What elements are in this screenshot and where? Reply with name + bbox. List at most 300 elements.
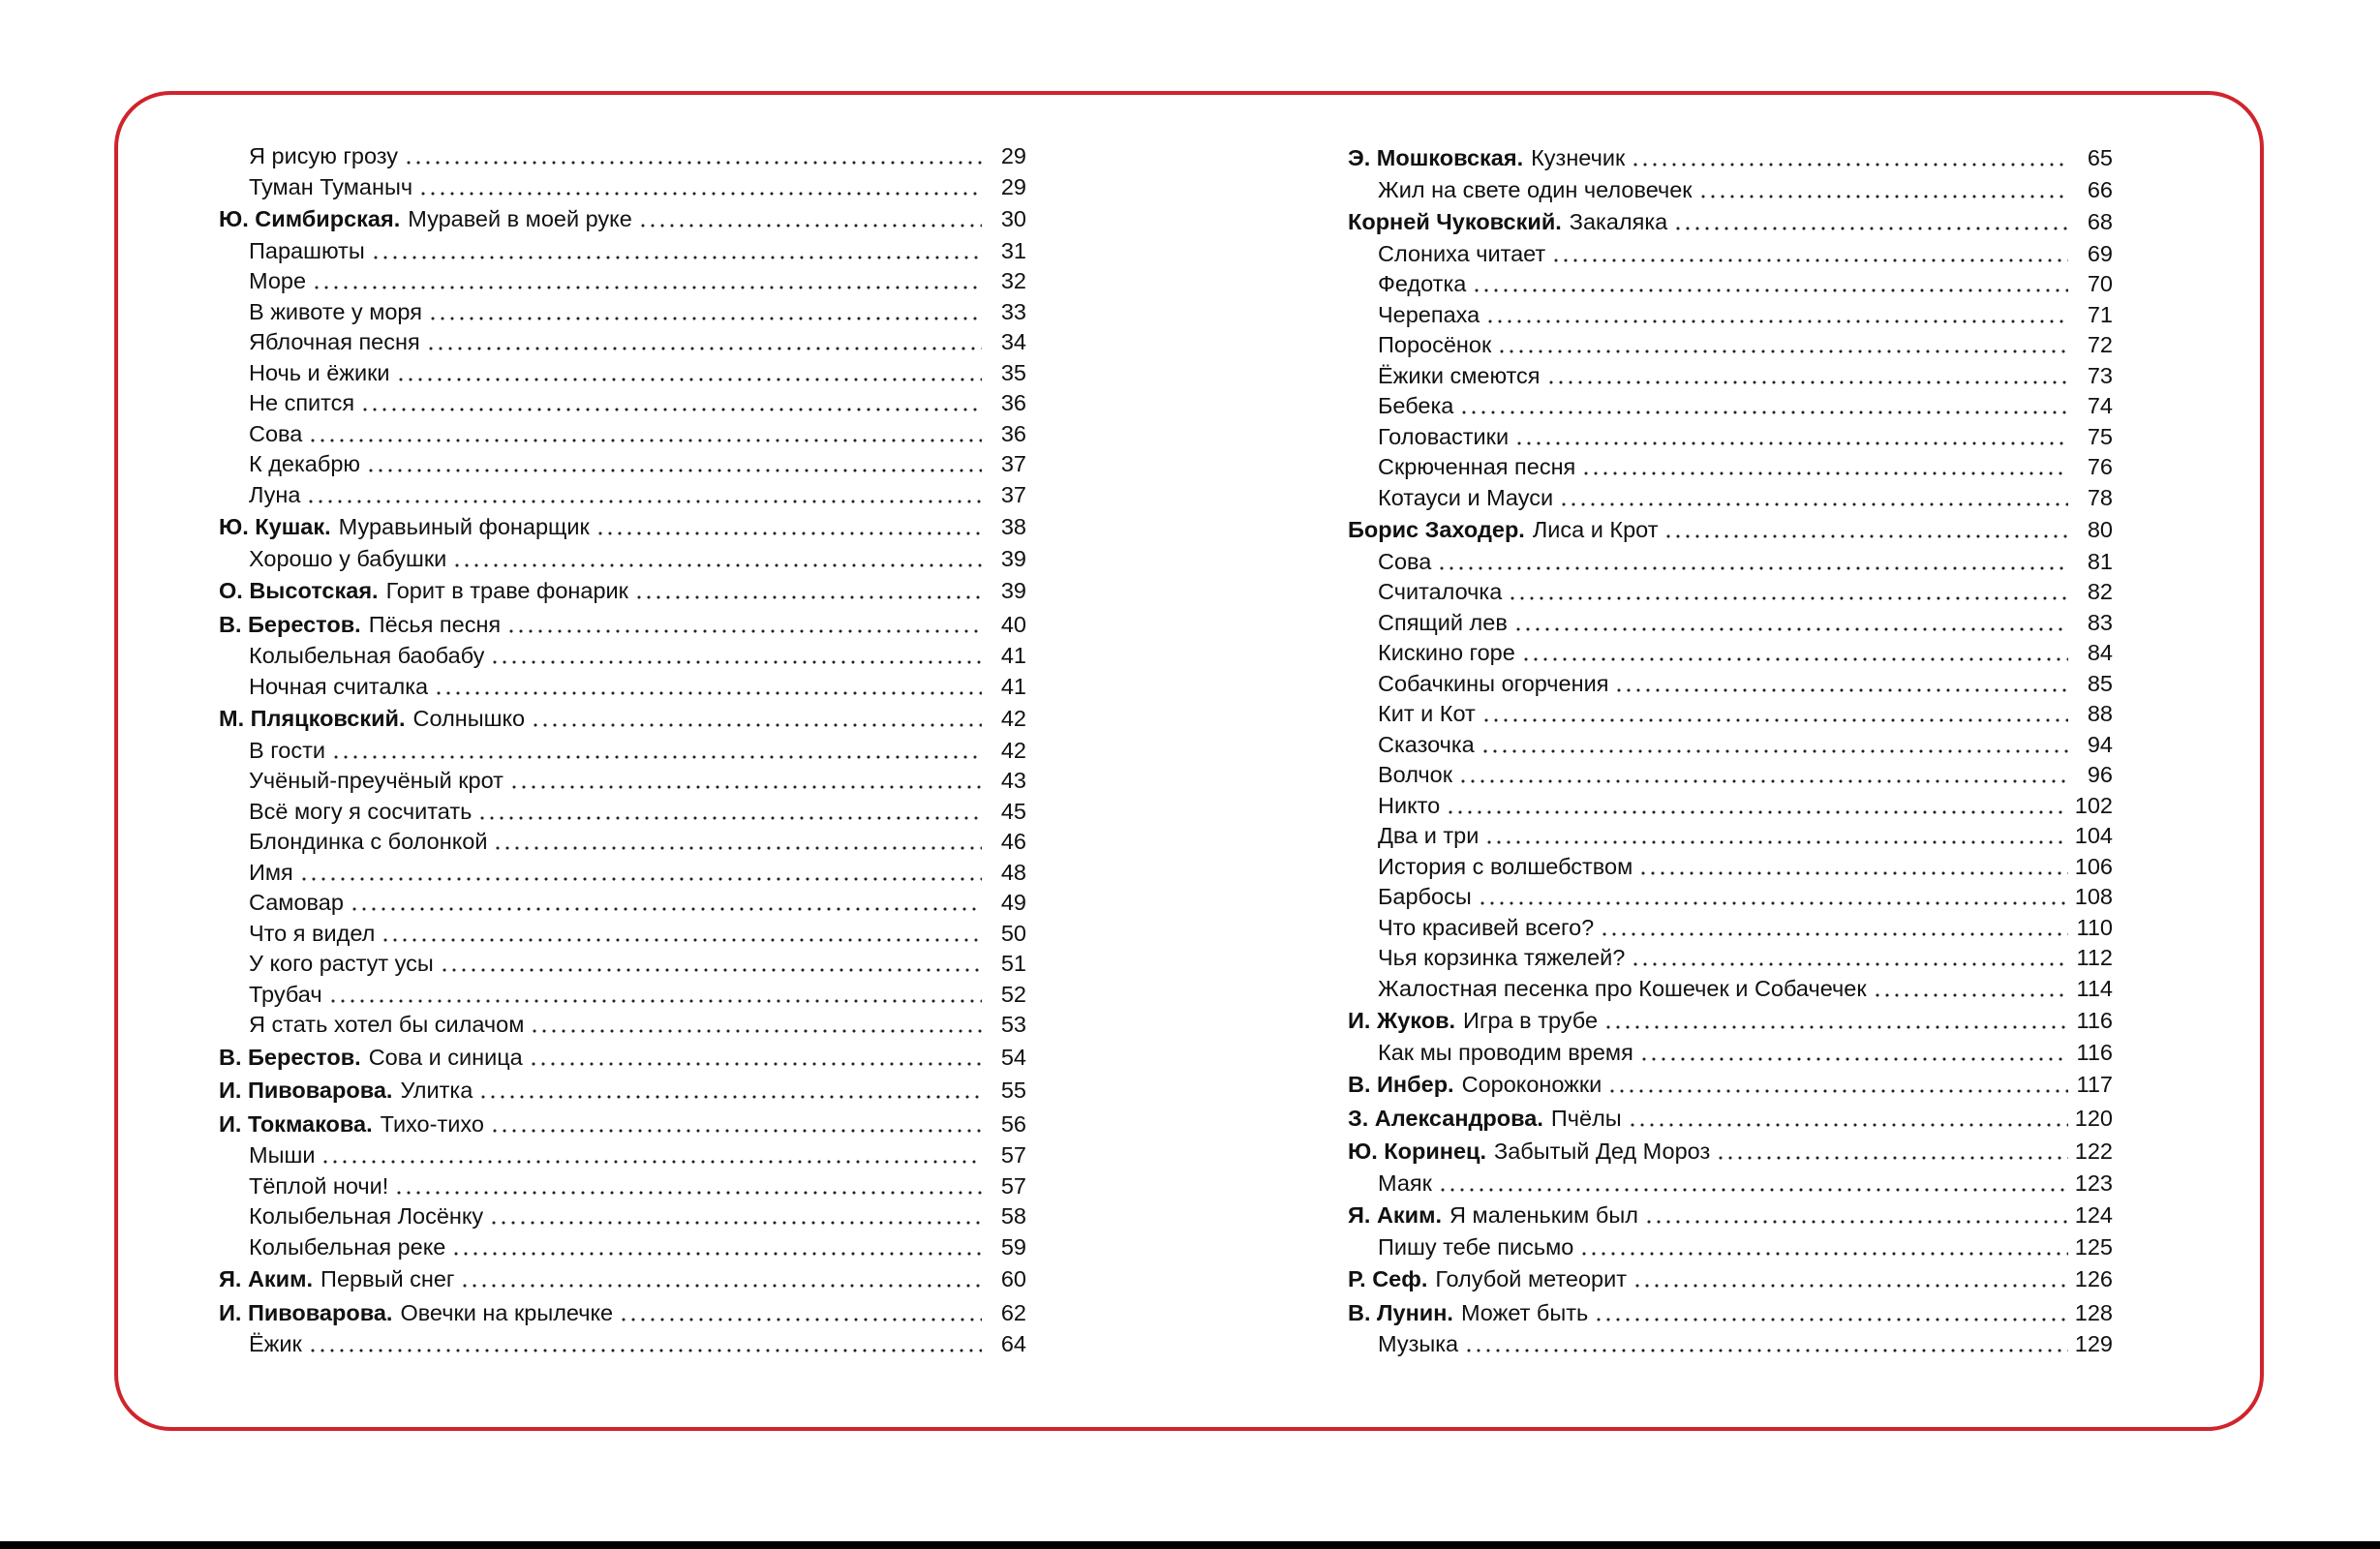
toc-author: В. Берестов. — [219, 611, 361, 637]
toc-title: Не спится — [249, 390, 355, 415]
toc-title: Котауси и Мауси — [1378, 484, 1554, 510]
dot-leader — [299, 858, 982, 889]
toc-title: У кого растут усы — [249, 951, 434, 976]
toc-author: Ю. Симбирская. — [219, 206, 401, 231]
dot-leader — [1464, 1329, 2068, 1360]
dot-leader — [477, 797, 982, 828]
toc-title: Пёсья песня — [368, 611, 502, 637]
toc-title: Море — [249, 268, 307, 293]
toc-page-number: 125 — [2074, 1233, 2113, 1260]
dot-leader — [1551, 239, 2068, 270]
toc-entry — [219, 797, 1026, 828]
toc-author: В. Лунин. — [1348, 1299, 1453, 1325]
toc-title: Туман Туманыч — [249, 173, 413, 199]
toc-author: Э. Мошковская. — [1348, 145, 1524, 170]
toc-title: Кит и Кот — [1378, 701, 1476, 726]
toc-entry — [219, 827, 1026, 858]
toc-page-number: 66 — [2087, 176, 2113, 202]
toc-page-number: 42 — [1000, 706, 1026, 731]
toc-title: К декабрю — [249, 451, 361, 476]
toc-page-number: 72 — [2087, 332, 2113, 357]
toc-title: Как мы проводим время — [1378, 1039, 1633, 1065]
toc-entry — [1348, 913, 2113, 944]
toc-title: Головастики — [1378, 423, 1510, 449]
toc-title: Голубой метеорит — [1435, 1266, 1628, 1291]
toc-page-number: 62 — [1000, 1299, 1026, 1325]
toc-title: Что красивей всего? — [1378, 914, 1595, 940]
toc-page-number: 129 — [2074, 1331, 2113, 1356]
toc-title: Поросёнок — [1378, 332, 1492, 357]
toc-page-number: 117 — [2076, 1072, 2113, 1097]
toc-title: Ночь и ёжики — [249, 359, 390, 385]
toc-title: Маяк — [1378, 1169, 1432, 1196]
dot-leader — [320, 1140, 982, 1171]
toc-entry — [219, 1329, 1026, 1360]
toc-page-number: 37 — [1000, 451, 1026, 476]
dot-leader — [1663, 513, 2068, 547]
toc-title: Колыбельная баобабу — [249, 643, 485, 668]
dot-leader — [1716, 1135, 2068, 1169]
toc-title: Ёжики смеются — [1378, 362, 1541, 388]
dot-leader — [360, 388, 982, 419]
toc-page-number: 116 — [2076, 1039, 2113, 1065]
toc-author: Ю. Кушак. — [219, 514, 331, 539]
toc-title: Хорошо у бабушки — [249, 545, 447, 571]
toc-page-number: 39 — [1000, 578, 1026, 603]
toc-page-number: 46 — [1000, 829, 1026, 854]
toc-entry — [219, 388, 1026, 419]
toc-title: Муравей в моей руке — [408, 206, 632, 231]
toc-page-number: 81 — [2087, 548, 2113, 574]
toc-entry — [219, 1171, 1026, 1202]
toc-entry — [1348, 330, 2113, 361]
toc-title: Федотка — [1378, 271, 1467, 296]
toc-page-number: 108 — [2074, 884, 2113, 909]
toc-entry — [219, 358, 1026, 389]
toc-page-number: 41 — [1000, 673, 1026, 699]
dot-leader — [312, 266, 982, 297]
toc-title: Луна — [249, 481, 301, 507]
toc-entry — [219, 1201, 1026, 1232]
dot-leader — [530, 1010, 982, 1041]
dot-leader — [595, 510, 982, 544]
toc-entry — [1348, 760, 2113, 791]
toc-page-number: 123 — [2074, 1169, 2113, 1196]
toc-title: Игра в трубе — [1463, 1008, 1599, 1033]
toc-entry — [219, 919, 1026, 950]
dot-leader — [308, 419, 982, 450]
toc-title: Сова — [249, 420, 303, 446]
toc-page-number: 38 — [1000, 514, 1026, 539]
toc-title: Может быть — [1460, 1299, 1589, 1325]
dot-leader — [634, 574, 982, 608]
toc-page-number: 120 — [2074, 1105, 2113, 1131]
toc-author: И. Токмакова. — [219, 1110, 373, 1137]
toc-entry — [1348, 1102, 2113, 1136]
toc-page-number: 84 — [2087, 640, 2113, 665]
dot-leader — [394, 1171, 982, 1202]
toc-title: Сказочка — [1378, 731, 1475, 757]
toc-page-number: 69 — [2087, 240, 2113, 266]
toc-title: Барбосы — [1378, 884, 1472, 909]
toc-entry — [1348, 608, 2113, 639]
toc-page-number: 59 — [1000, 1233, 1026, 1260]
toc-page-number: 33 — [1000, 298, 1026, 324]
toc-entry — [1348, 791, 2113, 822]
toc-page-number: 36 — [1000, 390, 1026, 415]
toc-entry — [219, 1232, 1026, 1263]
toc-entry — [219, 1296, 1026, 1330]
toc-title: Кузнечик — [1531, 145, 1626, 170]
toc-title: Скрюченная песня — [1378, 454, 1576, 479]
toc-page-number: 54 — [1000, 1044, 1026, 1070]
toc-entry — [219, 608, 1026, 642]
toc-entry — [219, 766, 1026, 797]
toc-entry — [219, 297, 1026, 328]
toc-page-number: 36 — [1000, 420, 1026, 446]
toc-author: Р. Сеф. — [1348, 1266, 1428, 1291]
dot-leader — [1546, 361, 2068, 392]
toc-page-number: 128 — [2074, 1299, 2113, 1325]
toc-entry — [219, 641, 1026, 672]
dot-leader — [1581, 452, 2068, 483]
dot-leader — [1644, 1199, 2068, 1232]
toc-title: Блондинка с болонкой — [249, 829, 488, 854]
toc-entry — [1348, 1262, 2113, 1296]
toc-title: Кискино горе — [1378, 640, 1515, 665]
toc-page-number: 80 — [2087, 517, 2113, 542]
toc-entry — [219, 480, 1026, 511]
toc-entry — [1348, 1329, 2113, 1360]
toc-entry — [219, 702, 1026, 736]
toc-entry — [219, 266, 1026, 297]
toc-page-number: 75 — [2087, 423, 2113, 449]
toc-entry — [219, 949, 1026, 980]
dot-leader — [350, 888, 982, 919]
dot-leader — [619, 1296, 982, 1330]
toc-column-left — [219, 141, 1026, 1360]
toc-page-number: 43 — [1000, 768, 1026, 793]
toc-title: Сороконожки — [1461, 1072, 1602, 1097]
toc-title: Я маленьким был — [1449, 1202, 1638, 1228]
dot-leader — [1631, 141, 2068, 175]
toc-author: В. Инбер. — [1348, 1072, 1454, 1097]
toc-page-number: 37 — [1000, 481, 1026, 507]
toc-page-number: 102 — [2074, 792, 2113, 818]
dot-leader — [529, 1041, 982, 1075]
toc-entry — [1348, 547, 2113, 578]
dot-leader — [1628, 1102, 2068, 1136]
toc-author: Ю. Коринец. — [1348, 1139, 1487, 1164]
toc-entry — [219, 202, 1026, 236]
toc-title: Муравьиный фонарщик — [338, 514, 590, 539]
dot-leader — [1459, 391, 2068, 422]
toc-page-number: 74 — [2087, 393, 2113, 418]
toc-page-number: 39 — [1000, 545, 1026, 571]
toc-page-number: 82 — [2087, 579, 2113, 604]
dot-leader — [1600, 913, 2068, 944]
toc-entry — [1348, 821, 2113, 852]
toc-entry — [1348, 1068, 2113, 1102]
toc-entry — [1348, 730, 2113, 761]
toc-entry — [1348, 1199, 2113, 1232]
toc-page-number: 64 — [1000, 1331, 1026, 1356]
dot-leader — [490, 1108, 982, 1141]
dot-leader — [1873, 974, 2068, 1005]
toc-title: Мыши — [249, 1142, 316, 1168]
toc-entry — [219, 1262, 1026, 1296]
toc-title: Улитка — [400, 1078, 473, 1103]
dot-leader — [1698, 175, 2068, 206]
toc-entry — [219, 419, 1026, 450]
dot-leader — [371, 236, 982, 267]
dot-leader — [1514, 422, 2068, 453]
dot-leader — [1594, 1296, 2068, 1330]
toc-title: Забытый Дед Мороз — [1494, 1139, 1711, 1164]
toc-page-number: 116 — [2076, 1008, 2113, 1033]
toc-author: Борис Заходер. — [1348, 517, 1525, 542]
toc-title: История с волшебством — [1378, 853, 1633, 879]
toc-entry — [219, 980, 1026, 1011]
toc-page-number: 83 — [2087, 609, 2113, 635]
toc-entry — [1348, 1004, 2113, 1038]
toc-title: Колыбельная реке — [249, 1233, 446, 1260]
toc-column-right — [1348, 141, 2113, 1360]
dot-leader — [428, 297, 982, 328]
dot-leader — [531, 702, 982, 736]
toc-page-number: 48 — [1000, 859, 1026, 885]
toc-page-number: 96 — [2087, 762, 2113, 787]
toc-entry — [1348, 852, 2113, 883]
dot-leader — [1484, 821, 2068, 852]
toc-entry — [1348, 361, 2113, 392]
toc-title: Лиса и Крот — [1532, 517, 1659, 542]
toc-title: Закаляка — [1569, 209, 1668, 234]
toc-title: Учёный-преучёный крот — [249, 768, 503, 793]
toc-title: Волчок — [1378, 762, 1453, 787]
dot-leader — [1521, 638, 2068, 669]
toc-page-number: 94 — [2087, 731, 2113, 757]
dot-leader — [509, 766, 982, 797]
toc-entry — [1348, 882, 2113, 913]
dot-leader — [1480, 730, 2068, 761]
toc-entry — [1348, 300, 2113, 331]
toc-page-number: 56 — [1000, 1110, 1026, 1137]
toc-entry — [1348, 205, 2113, 239]
toc-page-number: 29 — [1000, 143, 1026, 168]
toc-title: Трубач — [249, 981, 322, 1007]
toc-page-number: 45 — [1000, 798, 1026, 824]
toc-entry — [1348, 269, 2113, 300]
toc-title: Первый снег — [320, 1266, 455, 1291]
toc-title: Пишу тебе письмо — [1378, 1233, 1574, 1260]
toc-author: И. Пивоварова. — [219, 1299, 393, 1325]
dot-leader — [1614, 669, 2068, 700]
toc-page-number: 31 — [1000, 237, 1026, 263]
dot-leader — [1508, 577, 2068, 608]
dot-leader — [460, 1262, 982, 1296]
toc-title: Я рисую грозу — [249, 143, 399, 168]
dot-leader — [1603, 1004, 2068, 1038]
toc-entry — [1348, 699, 2113, 730]
toc-title: Ночная считалка — [249, 673, 429, 699]
toc-author: Корней Чуковский. — [1348, 209, 1562, 234]
toc-entry — [1348, 141, 2113, 175]
toc-page-number: 58 — [1000, 1203, 1026, 1229]
toc-page-number: 65 — [2087, 145, 2113, 170]
toc-page-number: 53 — [1000, 1012, 1026, 1037]
dot-leader — [1497, 330, 2068, 361]
dot-leader — [1485, 300, 2068, 331]
toc-title: Солнышко — [412, 706, 526, 731]
toc-title: Пчёлы — [1550, 1105, 1622, 1131]
dot-leader — [638, 202, 982, 236]
toc-title: Тёплой ночи! — [249, 1172, 389, 1199]
dot-leader — [1607, 1068, 2068, 1102]
toc-entry — [1348, 391, 2113, 422]
dot-leader — [490, 641, 982, 672]
toc-entry — [1348, 452, 2113, 483]
toc-author: М. Пляцковский. — [219, 706, 406, 731]
toc-entry — [1348, 1232, 2113, 1263]
toc-entry — [219, 327, 1026, 358]
toc-author: И. Жуков. — [1348, 1008, 1456, 1033]
toc-title: Считалочка — [1378, 579, 1503, 604]
toc-entry — [219, 141, 1026, 172]
toc-title: Парашюты — [249, 237, 365, 263]
toc-title: Никто — [1378, 792, 1441, 818]
dot-leader — [1639, 1038, 2068, 1069]
toc-title: Я стать хотел бы силачом — [249, 1012, 525, 1037]
toc-title: Самовар — [249, 890, 344, 915]
toc-page-number: 70 — [2087, 271, 2113, 296]
dot-leader — [1458, 760, 2068, 791]
toc-title: Горит в траве фонарик — [385, 578, 628, 603]
toc-entry — [219, 1010, 1026, 1041]
dot-leader — [434, 672, 982, 703]
toc-title: Что я видел — [249, 920, 376, 946]
toc-entry — [219, 1074, 1026, 1108]
toc-entry — [1348, 1135, 2113, 1169]
toc-author: И. Пивоварова. — [219, 1078, 393, 1103]
toc-entry — [1348, 513, 2113, 547]
dot-leader — [366, 449, 982, 480]
toc-title: Имя — [249, 859, 293, 885]
toc-page-number: 88 — [2087, 701, 2113, 726]
toc-entry — [1348, 422, 2113, 453]
dot-leader — [328, 980, 982, 1011]
dot-leader — [1631, 943, 2068, 974]
toc-page-number: 124 — [2074, 1202, 2113, 1228]
toc-page-number: 104 — [2074, 823, 2113, 848]
toc-title: В животе у моря — [249, 298, 422, 324]
dot-leader — [1638, 852, 2068, 883]
toc-entry — [1348, 239, 2113, 270]
toc-entry — [1348, 974, 2113, 1005]
toc-page-number: 40 — [1000, 611, 1026, 637]
dot-leader — [489, 1201, 982, 1232]
toc-title: Жил на свете один человечек — [1378, 176, 1693, 202]
dot-leader — [1438, 1169, 2068, 1200]
toc-page-number: 29 — [1000, 173, 1026, 199]
dot-leader — [1673, 205, 2068, 239]
dot-leader — [493, 827, 982, 858]
toc-entry — [219, 888, 1026, 919]
toc-title: Собачкины огорчения — [1378, 670, 1609, 696]
toc-page-number: 57 — [1000, 1172, 1026, 1199]
toc-title: Овечки на крылечке — [400, 1299, 614, 1325]
toc-title: Колыбельная Лосёнку — [249, 1203, 484, 1229]
toc-author: Я. Аким. — [219, 1266, 314, 1291]
toc-entry — [219, 574, 1026, 608]
toc-page-number: 78 — [2087, 484, 2113, 510]
toc-page-number: 34 — [1000, 329, 1026, 354]
dot-leader — [1481, 699, 2068, 730]
toc-entry — [219, 1140, 1026, 1171]
toc-entry — [219, 1041, 1026, 1075]
dot-leader — [404, 141, 982, 172]
toc-page-number: 85 — [2087, 670, 2113, 696]
toc-entry — [219, 510, 1026, 544]
toc-title: Слониха читает — [1378, 240, 1546, 266]
toc-page-number: 126 — [2074, 1266, 2113, 1291]
dot-leader — [1472, 269, 2068, 300]
toc-entry — [219, 672, 1026, 703]
toc-page-number: 73 — [2087, 362, 2113, 388]
toc-title: Чья корзинка тяжелей? — [1378, 945, 1626, 970]
toc-entry — [219, 172, 1026, 203]
toc-entry — [1348, 638, 2113, 669]
toc-entry — [219, 544, 1026, 575]
toc-title: Сова и синица — [368, 1044, 523, 1070]
dot-leader — [1478, 882, 2068, 913]
toc-page-number: 30 — [1000, 206, 1026, 231]
toc-entry — [1348, 175, 2113, 206]
toc-page-number: 60 — [1000, 1266, 1026, 1291]
toc-entry — [1348, 669, 2113, 700]
toc-author: О. Высотская. — [219, 578, 379, 603]
toc-entry — [1348, 943, 2113, 974]
toc-page-number: 32 — [1000, 268, 1026, 293]
toc-author: В. Берестов. — [219, 1044, 361, 1070]
dot-leader — [1579, 1232, 2068, 1263]
toc-entry — [219, 236, 1026, 267]
toc-page-number: 76 — [2087, 454, 2113, 479]
toc-title: Музыка — [1378, 1331, 1459, 1356]
toc-entry — [219, 736, 1026, 767]
dot-leader — [396, 358, 982, 389]
toc-page-number: 68 — [2087, 209, 2113, 234]
toc-page-number: 35 — [1000, 359, 1026, 385]
toc-entry — [1348, 1169, 2113, 1200]
toc-page-number: 114 — [2076, 975, 2113, 1001]
dot-leader — [381, 919, 982, 950]
toc-title: Ёжик — [249, 1331, 302, 1356]
dot-leader — [451, 1232, 982, 1263]
toc-entry — [1348, 483, 2113, 514]
dot-leader — [452, 544, 982, 575]
toc-title: Бебека — [1378, 393, 1454, 418]
toc-page-number: 57 — [1000, 1142, 1026, 1168]
toc-title: Яблочная песня — [249, 329, 420, 354]
toc-entry — [219, 858, 1026, 889]
toc-entry — [1348, 1296, 2113, 1330]
dot-leader — [1559, 483, 2068, 514]
toc-page-number: 71 — [2087, 301, 2113, 327]
toc-page-number: 110 — [2076, 914, 2113, 940]
toc-page-number: 112 — [2076, 945, 2113, 970]
toc-title: Жалостная песенка про Кошечек и Собачечек — [1378, 975, 1867, 1001]
